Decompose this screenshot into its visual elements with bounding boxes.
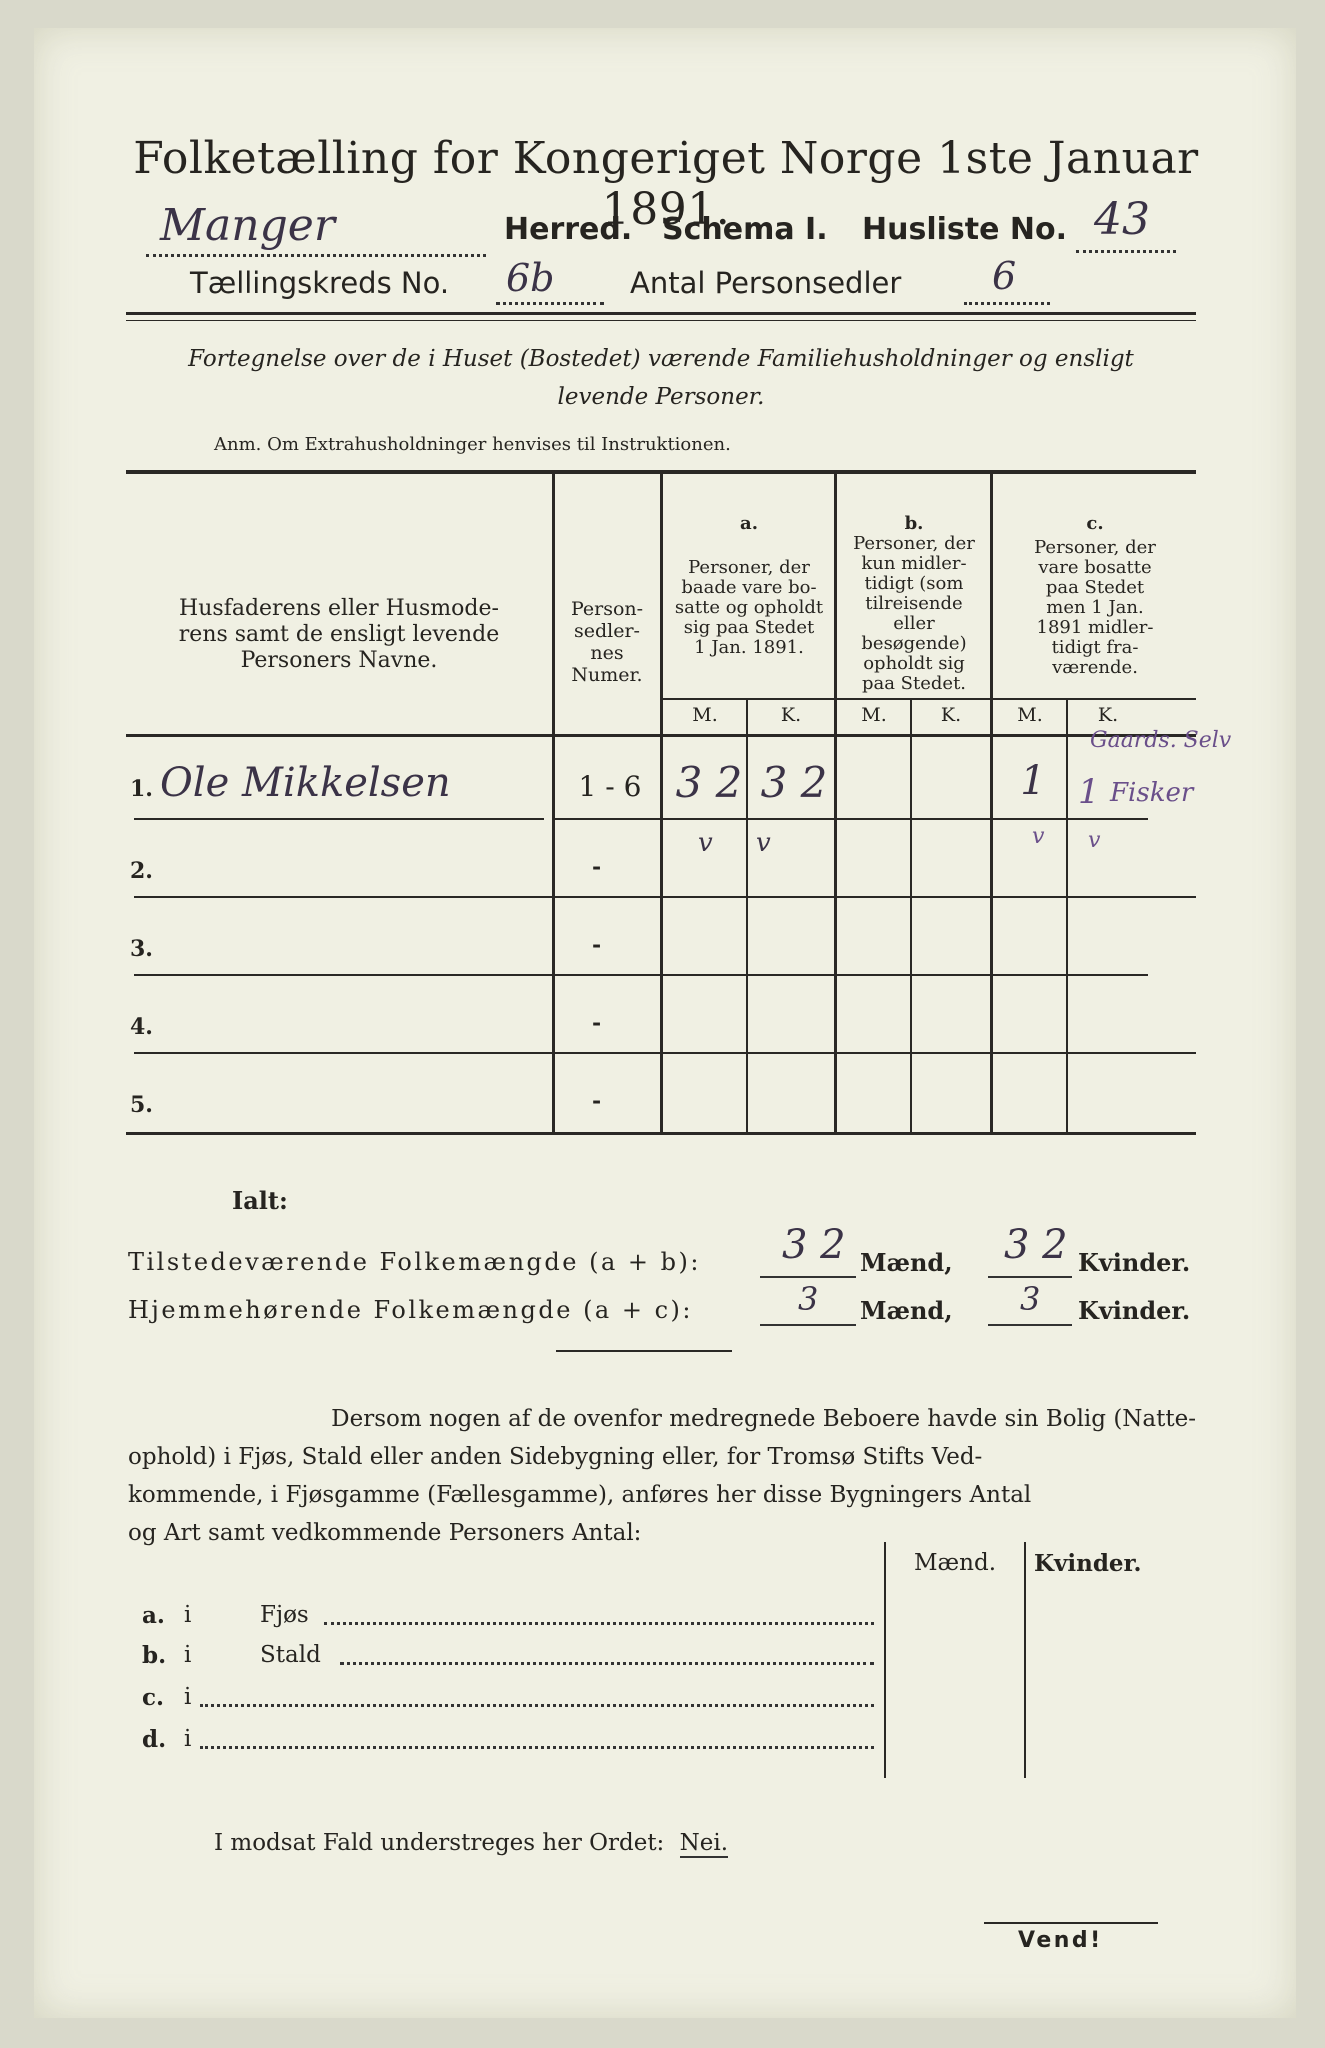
sub-header-b-m: M. [861, 704, 887, 726]
husliste-field [1076, 194, 1176, 253]
hjemme-kvinder: Kvinder. [1078, 1296, 1191, 1325]
sub-header-b-k: K. [940, 704, 962, 726]
col-divider [746, 698, 748, 1132]
form-title: Folketælling for Kongeriget Norge 1ste Januar 1891. [133, 133, 1199, 235]
sub-header-c-k: K. [1097, 704, 1119, 726]
check-mark: v [1032, 824, 1045, 849]
krets-field [496, 258, 604, 305]
row-numer: - [592, 1088, 602, 1114]
row-c-m: 1 [1020, 758, 1046, 804]
tilstede-label: Tilstedeværende Folkemængde (a + b): [128, 1248, 701, 1276]
sub-header-line [660, 698, 1196, 700]
hjemme-m-value: 3 [798, 1280, 819, 1318]
building-row-fjos: a. i Fjøs [138, 1602, 878, 1636]
buildings-header-maend: Mænd. [914, 1550, 997, 1576]
hjemme-m-field [760, 1280, 856, 1326]
husliste-label: Husliste No. [862, 212, 1067, 247]
sub-header-a-m: M. [692, 704, 718, 726]
intro-line-2: levende Personer. [557, 384, 765, 410]
row-line [552, 818, 1148, 820]
buildings-col-divider [884, 1542, 886, 1778]
row-number: 5. [130, 1092, 153, 1118]
tilstede-m-value: 3 2 [782, 1222, 846, 1268]
check-mark: v [756, 828, 771, 858]
row-line [134, 974, 1148, 976]
nei-word: Nei. [679, 1830, 729, 1856]
row-number: 4. [130, 1014, 153, 1040]
anm-note: Anm. Om Extrahusholdninger henvises til Instruktionen. [214, 434, 731, 455]
building-row-stald: b. i Stald [138, 1642, 878, 1676]
col-divider [910, 698, 912, 1132]
hjemme-maend: Mænd, [860, 1296, 953, 1325]
col-header-numer: Person- sedler- nes Numer. [570, 598, 644, 686]
row-c-k: 1 [1078, 772, 1100, 812]
col-header-name: Husfaderens eller Husmode- rens samt de ensligt levende Personers Navne. [178, 596, 500, 673]
buildings-col-divider [1024, 1542, 1026, 1778]
row-line [134, 1052, 1196, 1054]
section-divider [556, 1350, 732, 1352]
krets-value: 6b [506, 256, 555, 300]
buildings-header-kvinder: Kvinder. [1034, 1550, 1142, 1577]
antal-field [964, 254, 1050, 305]
tilstede-k-value: 3 2 [1004, 1222, 1068, 1268]
margin-note-occupation-2: Fisker [1110, 778, 1194, 808]
row-number: 1. [130, 776, 153, 802]
krets-label: Tællingskreds No. [190, 266, 450, 300]
row-numer: 1 - 6 [578, 770, 642, 803]
vend-rule [984, 1922, 1158, 1924]
schema-label: Schema I. [662, 212, 828, 247]
hjemme-k-field [988, 1280, 1072, 1326]
sub-header-c-m: M. [1017, 704, 1043, 726]
col-header-a: a. Personer, der baade vare bo- satte og opholdt sig paa Stedet 1 Jan. 1891. [674, 513, 824, 658]
hjemme-k-value: 3 [1020, 1280, 1041, 1318]
col-header-c: c. Personer, der vare bosatte paa Stedet men 1 Jan. 1891 midler- tidigt fra- værende. [1034, 513, 1156, 678]
header-rule-thin [126, 320, 1196, 321]
hjemme-label: Hjemmehørende Folkemængde (a + c): [128, 1296, 693, 1324]
antal-value: 6 [992, 254, 1017, 298]
row-numer: - [592, 1010, 602, 1036]
herred-value: Manger [160, 200, 335, 251]
col-divider [990, 474, 993, 1132]
ialt-label: Ialt: [232, 1186, 288, 1215]
margin-note-occupation-1: Gaards. Selv [1090, 728, 1232, 753]
herred-field [146, 200, 486, 257]
header-rule [126, 312, 1196, 315]
row-line [134, 896, 1196, 898]
col-divider [660, 474, 663, 1132]
vend-label: Vend! [1018, 1928, 1103, 1953]
sub-header-a-k: K. [780, 704, 802, 726]
check-mark: v [1088, 828, 1101, 853]
col-header-b: b. Personer, der kun midler- tidigt (som tilreisende eller besøgende) opholdt sig paa Stedet. [853, 513, 975, 694]
building-row-d: d. i [138, 1726, 878, 1760]
tilstede-maend: Mænd, [860, 1248, 953, 1277]
herred-label: Herred. [504, 212, 633, 247]
row-name: Ole Mikkelsen [160, 760, 451, 806]
tilstede-k-field [988, 1222, 1072, 1278]
row-a-k: 3 2 [760, 758, 828, 807]
table-bottom-rule [126, 1132, 1196, 1135]
col-divider [834, 474, 837, 1132]
building-row-c: c. i [138, 1684, 878, 1718]
row-numer: - [592, 932, 602, 958]
intro-line-1: Fortegnelse over de i Huset (Bostedet) værende Familiehusholdninger og ensligt [188, 346, 1134, 372]
row-number: 3. [130, 936, 153, 962]
check-mark: v [698, 828, 713, 858]
row-a-m: 3 2 [675, 758, 743, 807]
col-divider [552, 474, 555, 1132]
row-numer: - [592, 854, 602, 880]
note-paragraph: Dersom nogen af de ovenfor medregnede Beboere havde sin Bolig (Natte- ophold) i Fjøs, Stald eller anden Sidebygning eller, for Tromsø Stifts Ved- kommende, i Fjøsgamme (Fællesgamme), anføres her disse Bygningers Antal og Art samt vedkommende Personers Antal: [128, 1406, 1196, 1546]
antal-label: Antal Personsedler [630, 266, 902, 300]
modsat-text: I modsat Fald understreges her Ordet: Nei. [214, 1830, 729, 1856]
tilstede-kvinder: Kvinder. [1078, 1248, 1191, 1277]
row-number: 2. [130, 858, 153, 884]
tilstede-m-field [760, 1222, 856, 1278]
row-line [134, 818, 544, 820]
husliste-value: 43 [1094, 194, 1150, 245]
census-form-page [34, 28, 1296, 2018]
